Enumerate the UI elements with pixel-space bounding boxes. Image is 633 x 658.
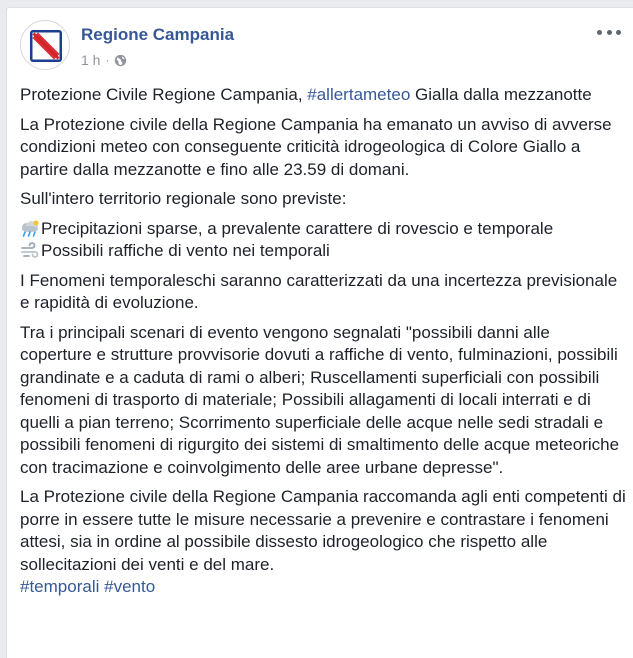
post-content: [20, 84, 626, 599]
post-card: [6, 7, 633, 658]
post-paragraph: Tra i principali scenari di evento vengono segnalati "possibili danni alle coperture e strutture provvisorie dovuti a raffiche di vento, fulminazioni, possibili grandinate e a caduta di rami o alberi; Ruscellamenti superficiali con possibili fenomeni di trasporto di materiale; Possibili allagamenti di locali interrati e di quelli a pian terreno; Scorrimento superficiale delle acque nelle sedi stradali e possibili fenomeni di rigurgito dei sistemi di smaltimento delle acque meteoriche con tracimazione e coinvolgimento delle aree urbane depresse".: [20, 322, 620, 477]
page-name-link[interactable]: Regione Campania: [81, 25, 235, 44]
rain-cloud-icon: [20, 219, 40, 239]
post-timestamp[interactable]: 1 h: [81, 52, 101, 68]
list-item-text: Possibili raffiche di vento nei temporali: [41, 241, 330, 260]
more-options-button[interactable]: [597, 25, 621, 39]
post-paragraph: Sull'intero territorio regionale sono previste:: [20, 189, 347, 208]
intro-prefix: Protezione Civile Regione Campania,: [20, 85, 308, 104]
list-item: [20, 218, 626, 241]
more-dot-icon: [616, 30, 621, 35]
post-intro: [20, 84, 626, 107]
post-meta: [81, 52, 127, 68]
hashtag-allertameteo[interactable]: #allertameteo: [307, 85, 411, 104]
post-hashtags: [20, 576, 626, 599]
globe-icon[interactable]: [114, 54, 127, 67]
post-paragraph: La Protezione civile della Regione Campania raccomanda agli enti competenti di porre in essere tutte le misure necessarie a prevenire e contrastare i fenomeni attesi, sia in ordine al possibile dissesto idrogeologico che rispetto alle sollecitazioni dei venti e del mare.: [20, 487, 626, 574]
hashtag-vento[interactable]: #vento: [104, 577, 156, 596]
hashtag-temporali[interactable]: #temporali: [20, 577, 100, 596]
list-item-text: Precipitazioni sparse, a prevalente carattere di rovescio e temporale: [41, 218, 554, 238]
intro-suffix: Gialla dalla mezzanotte: [410, 85, 592, 104]
post-paragraph: La Protezione civile della Regione Campania ha emanato un avviso di avverse condizioni meteo con conseguente criticità idrogeologica di Colore Giallo a partire dalla mezzanotte e fino alle 23.59 di domani.: [20, 114, 612, 179]
list-item: [20, 240, 626, 263]
wind-icon: [20, 241, 40, 261]
post-paragraph: I Fenomeni temporaleschi saranno caratterizzati da una incertezza previsionale e rapidità di evoluzione.: [20, 270, 618, 312]
meta-separator: ·: [105, 53, 110, 67]
regione-campania-logo-icon: [21, 21, 70, 70]
more-dot-icon: [597, 30, 602, 35]
more-dot-icon: [607, 30, 612, 35]
avatar[interactable]: [20, 20, 70, 70]
forecast-list: [20, 218, 626, 263]
